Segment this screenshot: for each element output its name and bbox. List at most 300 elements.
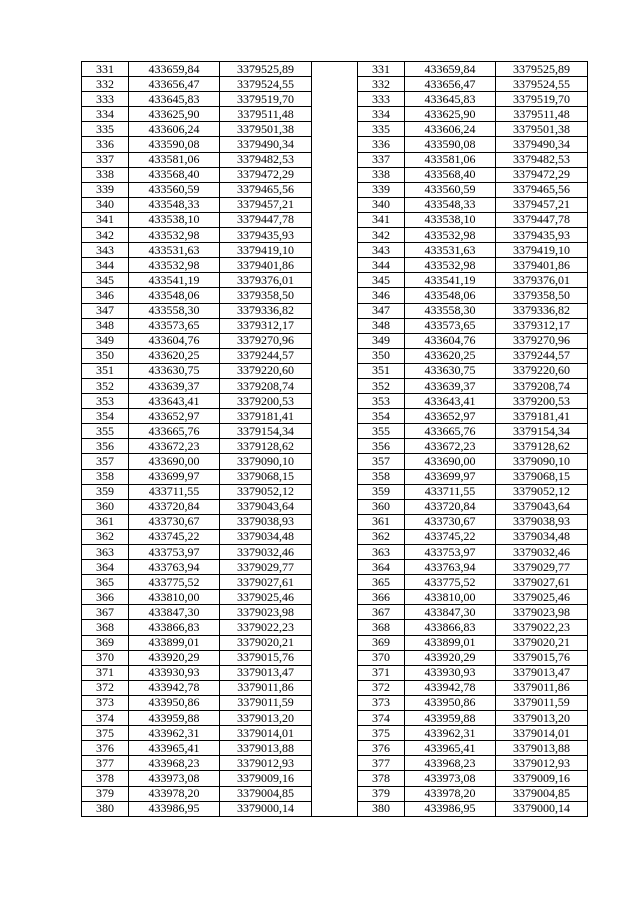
left-y-coordinate-cell: 3379068,15 [220,469,312,484]
left-point-number-cell: 364 [82,560,129,575]
right-x-coordinate-cell: 433548,06 [405,288,496,303]
table-row [82,212,588,227]
left-point-number-cell: 347 [82,303,129,318]
gap-cell [312,273,358,288]
left-x-coordinate-cell: 433968,23 [129,756,220,771]
gap-cell [312,605,358,620]
right-point-number-cell: 341 [358,212,405,227]
table-row [82,152,588,167]
left-x-coordinate-cell: 433652,97 [129,409,220,424]
left-point-number-cell: 338 [82,167,129,182]
table-row [82,303,588,318]
right-point-number-cell: 338 [358,167,405,182]
right-point-number-cell: 379 [358,786,405,801]
left-x-coordinate-cell: 433531,63 [129,243,220,258]
right-point-number-cell: 344 [358,258,405,273]
right-x-coordinate-cell: 433532,98 [405,258,496,273]
right-point-number-cell: 378 [358,771,405,786]
right-point-number-cell: 348 [358,318,405,333]
left-y-coordinate-cell: 3379472,29 [220,167,312,182]
left-x-coordinate-cell: 433986,95 [129,801,220,816]
left-x-coordinate-cell: 433538,10 [129,212,220,227]
right-y-coordinate-cell: 3379519,70 [496,92,588,107]
left-y-coordinate-cell: 3379038,93 [220,514,312,529]
table-row [82,394,588,409]
right-point-number-cell: 336 [358,137,405,152]
table-row [82,409,588,424]
left-y-coordinate-cell: 3379336,82 [220,303,312,318]
left-x-coordinate-cell: 433620,25 [129,348,220,363]
left-y-coordinate-cell: 3379465,56 [220,182,312,197]
left-y-coordinate-cell: 3379482,53 [220,152,312,167]
table-row [82,590,588,605]
left-y-coordinate-cell: 3379052,12 [220,484,312,499]
right-y-coordinate-cell: 3379244,57 [496,348,588,363]
left-point-number-cell: 370 [82,650,129,665]
gap-cell [312,741,358,756]
right-y-coordinate-cell: 3379208,74 [496,378,588,393]
left-x-coordinate-cell: 433606,24 [129,122,220,137]
left-x-coordinate-cell: 433720,84 [129,499,220,514]
table-row [82,62,588,77]
left-y-coordinate-cell: 3379012,93 [220,756,312,771]
table-row [82,318,588,333]
left-x-coordinate-cell: 433665,76 [129,424,220,439]
right-y-coordinate-cell: 3379376,01 [496,273,588,288]
right-point-number-cell: 365 [358,575,405,590]
left-x-coordinate-cell: 433745,22 [129,529,220,544]
right-x-coordinate-cell: 433665,76 [405,424,496,439]
right-x-coordinate-cell: 433672,23 [405,439,496,454]
right-point-number-cell: 372 [358,680,405,695]
right-x-coordinate-cell: 433568,40 [405,167,496,182]
right-y-coordinate-cell: 3379013,47 [496,665,588,680]
left-x-coordinate-cell: 433730,67 [129,514,220,529]
table-row [82,741,588,756]
right-x-coordinate-cell: 433699,97 [405,469,496,484]
left-x-coordinate-cell: 433711,55 [129,484,220,499]
right-y-coordinate-cell: 3379013,88 [496,741,588,756]
right-y-coordinate-cell: 3379336,82 [496,303,588,318]
right-x-coordinate-cell: 433538,10 [405,212,496,227]
left-x-coordinate-cell: 433672,23 [129,439,220,454]
left-x-coordinate-cell: 433659,84 [129,62,220,77]
table-row [82,484,588,499]
right-y-coordinate-cell: 3379472,29 [496,167,588,182]
left-point-number-cell: 355 [82,424,129,439]
right-point-number-cell: 349 [358,333,405,348]
right-x-coordinate-cell: 433590,08 [405,137,496,152]
right-point-number-cell: 366 [358,590,405,605]
right-x-coordinate-cell: 433659,84 [405,62,496,77]
left-x-coordinate-cell: 433581,06 [129,152,220,167]
right-x-coordinate-cell: 433604,76 [405,333,496,348]
right-y-coordinate-cell: 3379419,10 [496,243,588,258]
right-x-coordinate-cell: 433847,30 [405,605,496,620]
gap-cell [312,650,358,665]
table-row [82,529,588,544]
gap-cell [312,243,358,258]
left-point-number-cell: 378 [82,771,129,786]
gap-cell [312,62,358,77]
left-point-number-cell: 371 [82,665,129,680]
right-y-coordinate-cell: 3379012,93 [496,756,588,771]
left-point-number-cell: 339 [82,182,129,197]
left-x-coordinate-cell: 433810,00 [129,590,220,605]
table-row [82,288,588,303]
right-y-coordinate-cell: 3379022,23 [496,620,588,635]
left-point-number-cell: 332 [82,77,129,92]
gap-cell [312,197,358,212]
left-x-coordinate-cell: 433625,90 [129,107,220,122]
right-point-number-cell: 346 [358,288,405,303]
right-y-coordinate-cell: 3379220,60 [496,363,588,378]
left-y-coordinate-cell: 3379011,59 [220,695,312,710]
left-y-coordinate-cell: 3379312,17 [220,318,312,333]
right-y-coordinate-cell: 3379270,96 [496,333,588,348]
right-point-number-cell: 370 [358,650,405,665]
left-y-coordinate-cell: 3379013,47 [220,665,312,680]
table-row [82,258,588,273]
left-point-number-cell: 373 [82,695,129,710]
gap-cell [312,635,358,650]
left-x-coordinate-cell: 433548,33 [129,197,220,212]
left-x-coordinate-cell: 433639,37 [129,378,220,393]
left-y-coordinate-cell: 3379457,21 [220,197,312,212]
table-row [82,680,588,695]
left-point-number-cell: 334 [82,107,129,122]
right-y-coordinate-cell: 3379312,17 [496,318,588,333]
gap-cell [312,439,358,454]
left-point-number-cell: 368 [82,620,129,635]
left-point-number-cell: 376 [82,741,129,756]
table-row [82,726,588,741]
right-x-coordinate-cell: 433560,59 [405,182,496,197]
right-x-coordinate-cell: 433962,31 [405,726,496,741]
gap-cell [312,77,358,92]
right-point-number-cell: 354 [358,409,405,424]
right-x-coordinate-cell: 433745,22 [405,529,496,544]
left-x-coordinate-cell: 433558,30 [129,303,220,318]
left-x-coordinate-cell: 433532,98 [129,258,220,273]
right-y-coordinate-cell: 3379027,61 [496,575,588,590]
left-x-coordinate-cell: 433978,20 [129,786,220,801]
right-point-number-cell: 333 [358,92,405,107]
right-x-coordinate-cell: 433763,94 [405,560,496,575]
right-x-coordinate-cell: 433630,75 [405,363,496,378]
left-y-coordinate-cell: 3379004,85 [220,786,312,801]
right-y-coordinate-cell: 3379032,46 [496,545,588,560]
table-row [82,560,588,575]
gap-cell [312,695,358,710]
right-y-coordinate-cell: 3379501,38 [496,122,588,137]
right-y-coordinate-cell: 3379034,48 [496,529,588,544]
right-y-coordinate-cell: 3379457,21 [496,197,588,212]
right-point-number-cell: 359 [358,484,405,499]
right-y-coordinate-cell: 3379068,15 [496,469,588,484]
right-point-number-cell: 380 [358,801,405,816]
gap-cell [312,514,358,529]
gap-cell [312,212,358,227]
table-row [82,786,588,801]
right-y-coordinate-cell: 3379154,34 [496,424,588,439]
gap-cell [312,137,358,152]
left-x-coordinate-cell: 433962,31 [129,726,220,741]
gap-cell [312,484,358,499]
left-point-number-cell: 349 [82,333,129,348]
left-point-number-cell: 344 [82,258,129,273]
left-x-coordinate-cell: 433847,30 [129,605,220,620]
table-row [82,454,588,469]
table-row [82,620,588,635]
left-y-coordinate-cell: 3379020,21 [220,635,312,650]
left-point-number-cell: 350 [82,348,129,363]
table-row [82,650,588,665]
left-y-coordinate-cell: 3379525,89 [220,62,312,77]
right-x-coordinate-cell: 433711,55 [405,484,496,499]
gap-cell [312,590,358,605]
left-point-number-cell: 342 [82,228,129,243]
left-y-coordinate-cell: 3379027,61 [220,575,312,590]
right-x-coordinate-cell: 433541,19 [405,273,496,288]
right-y-coordinate-cell: 3379011,86 [496,680,588,695]
right-point-number-cell: 331 [358,62,405,77]
table-row [82,378,588,393]
table-row [82,575,588,590]
table-row [82,756,588,771]
right-y-coordinate-cell: 3379052,12 [496,484,588,499]
left-point-number-cell: 363 [82,545,129,560]
left-y-coordinate-cell: 3379419,10 [220,243,312,258]
left-point-number-cell: 335 [82,122,129,137]
table-row [82,182,588,197]
left-y-coordinate-cell: 3379200,53 [220,394,312,409]
left-y-coordinate-cell: 3379128,62 [220,439,312,454]
table-row [82,363,588,378]
right-x-coordinate-cell: 433753,97 [405,545,496,560]
right-y-coordinate-cell: 3379401,86 [496,258,588,273]
table-row [82,197,588,212]
left-x-coordinate-cell: 433590,08 [129,137,220,152]
gap-cell [312,409,358,424]
right-point-number-cell: 367 [358,605,405,620]
gap-cell [312,711,358,726]
gap-cell [312,454,358,469]
right-y-coordinate-cell: 3379043,64 [496,499,588,514]
table-row [82,333,588,348]
left-x-coordinate-cell: 433942,78 [129,680,220,695]
gap-cell [312,258,358,273]
right-point-number-cell: 368 [358,620,405,635]
left-y-coordinate-cell: 3379022,23 [220,620,312,635]
left-point-number-cell: 369 [82,635,129,650]
left-point-number-cell: 380 [82,801,129,816]
right-y-coordinate-cell: 3379020,21 [496,635,588,650]
right-y-coordinate-cell: 3379490,34 [496,137,588,152]
right-x-coordinate-cell: 433866,83 [405,620,496,635]
left-y-coordinate-cell: 3379011,86 [220,680,312,695]
left-y-coordinate-cell: 3379208,74 [220,378,312,393]
left-y-coordinate-cell: 3379090,10 [220,454,312,469]
right-point-number-cell: 362 [358,529,405,544]
left-x-coordinate-cell: 433690,00 [129,454,220,469]
left-x-coordinate-cell: 433753,97 [129,545,220,560]
right-y-coordinate-cell: 3379181,41 [496,409,588,424]
left-point-number-cell: 336 [82,137,129,152]
left-y-coordinate-cell: 3379401,86 [220,258,312,273]
right-point-number-cell: 355 [358,424,405,439]
left-y-coordinate-cell: 3379244,57 [220,348,312,363]
right-y-coordinate-cell: 3379014,01 [496,726,588,741]
table-row [82,92,588,107]
left-point-number-cell: 360 [82,499,129,514]
right-point-number-cell: 352 [358,378,405,393]
left-point-number-cell: 372 [82,680,129,695]
right-point-number-cell: 350 [358,348,405,363]
left-point-number-cell: 377 [82,756,129,771]
gap-cell [312,756,358,771]
right-point-number-cell: 347 [358,303,405,318]
right-point-number-cell: 357 [358,454,405,469]
right-y-coordinate-cell: 3379435,93 [496,228,588,243]
right-point-number-cell: 345 [358,273,405,288]
right-y-coordinate-cell: 3379511,48 [496,107,588,122]
right-x-coordinate-cell: 433720,84 [405,499,496,514]
right-y-coordinate-cell: 3379482,53 [496,152,588,167]
right-y-coordinate-cell: 3379025,46 [496,590,588,605]
right-point-number-cell: 358 [358,469,405,484]
table-row [82,348,588,363]
right-y-coordinate-cell: 3379013,20 [496,711,588,726]
left-point-number-cell: 367 [82,605,129,620]
right-x-coordinate-cell: 433656,47 [405,77,496,92]
right-x-coordinate-cell: 433548,33 [405,197,496,212]
gap-cell [312,333,358,348]
left-x-coordinate-cell: 433560,59 [129,182,220,197]
right-point-number-cell: 343 [358,243,405,258]
right-x-coordinate-cell: 433690,00 [405,454,496,469]
gap-cell [312,394,358,409]
left-x-coordinate-cell: 433920,29 [129,650,220,665]
left-x-coordinate-cell: 433899,01 [129,635,220,650]
gap-cell [312,107,358,122]
right-x-coordinate-cell: 433942,78 [405,680,496,695]
left-point-number-cell: 331 [82,62,129,77]
gap-cell [312,167,358,182]
right-x-coordinate-cell: 433643,41 [405,394,496,409]
right-point-number-cell: 339 [358,182,405,197]
left-x-coordinate-cell: 433643,41 [129,394,220,409]
right-y-coordinate-cell: 3379000,14 [496,801,588,816]
left-point-number-cell: 346 [82,288,129,303]
left-y-coordinate-cell: 3379013,88 [220,741,312,756]
left-y-coordinate-cell: 3379358,50 [220,288,312,303]
right-x-coordinate-cell: 433930,93 [405,665,496,680]
gap-cell [312,620,358,635]
table-row [82,122,588,137]
gap-cell [312,786,358,801]
right-y-coordinate-cell: 3379200,53 [496,394,588,409]
left-y-coordinate-cell: 3379013,20 [220,711,312,726]
left-point-number-cell: 343 [82,243,129,258]
table-row [82,167,588,182]
left-point-number-cell: 366 [82,590,129,605]
right-x-coordinate-cell: 433775,52 [405,575,496,590]
table-row [82,107,588,122]
right-x-coordinate-cell: 433968,23 [405,756,496,771]
left-y-coordinate-cell: 3379000,14 [220,801,312,816]
right-point-number-cell: 375 [358,726,405,741]
right-x-coordinate-cell: 433558,30 [405,303,496,318]
left-y-coordinate-cell: 3379270,96 [220,333,312,348]
table-row [82,424,588,439]
right-y-coordinate-cell: 3379029,77 [496,560,588,575]
left-x-coordinate-cell: 433959,88 [129,711,220,726]
table-row [82,228,588,243]
right-point-number-cell: 337 [358,152,405,167]
gap-cell [312,801,358,816]
right-x-coordinate-cell: 433625,90 [405,107,496,122]
right-x-coordinate-cell: 433950,86 [405,695,496,710]
right-point-number-cell: 332 [358,77,405,92]
left-y-coordinate-cell: 3379376,01 [220,273,312,288]
gap-cell [312,499,358,514]
gap-cell [312,771,358,786]
left-x-coordinate-cell: 433656,47 [129,77,220,92]
right-x-coordinate-cell: 433965,41 [405,741,496,756]
right-point-number-cell: 342 [358,228,405,243]
right-point-number-cell: 369 [358,635,405,650]
gap-cell [312,378,358,393]
left-y-coordinate-cell: 3379154,34 [220,424,312,439]
right-x-coordinate-cell: 433645,83 [405,92,496,107]
right-y-coordinate-cell: 3379525,89 [496,62,588,77]
table-row [82,545,588,560]
right-x-coordinate-cell: 433959,88 [405,711,496,726]
right-x-coordinate-cell: 433606,24 [405,122,496,137]
left-y-coordinate-cell: 3379524,55 [220,77,312,92]
right-point-number-cell: 376 [358,741,405,756]
gap-cell [312,726,358,741]
gap-cell [312,152,358,167]
left-x-coordinate-cell: 433573,65 [129,318,220,333]
right-point-number-cell: 353 [358,394,405,409]
left-point-number-cell: 365 [82,575,129,590]
left-y-coordinate-cell: 3379447,78 [220,212,312,227]
left-point-number-cell: 359 [82,484,129,499]
left-x-coordinate-cell: 433630,75 [129,363,220,378]
left-y-coordinate-cell: 3379435,93 [220,228,312,243]
coordinates-table [81,61,588,817]
left-x-coordinate-cell: 433548,06 [129,288,220,303]
gap-cell [312,182,358,197]
right-x-coordinate-cell: 433531,63 [405,243,496,258]
left-point-number-cell: 354 [82,409,129,424]
left-y-coordinate-cell: 3379023,98 [220,605,312,620]
gap-cell [312,348,358,363]
table-row [82,514,588,529]
gap-cell [312,469,358,484]
right-point-number-cell: 374 [358,711,405,726]
right-x-coordinate-cell: 433899,01 [405,635,496,650]
right-y-coordinate-cell: 3379015,76 [496,650,588,665]
right-point-number-cell: 356 [358,439,405,454]
left-point-number-cell: 337 [82,152,129,167]
table-row [82,77,588,92]
right-y-coordinate-cell: 3379090,10 [496,454,588,469]
left-y-coordinate-cell: 3379490,34 [220,137,312,152]
left-x-coordinate-cell: 433699,97 [129,469,220,484]
